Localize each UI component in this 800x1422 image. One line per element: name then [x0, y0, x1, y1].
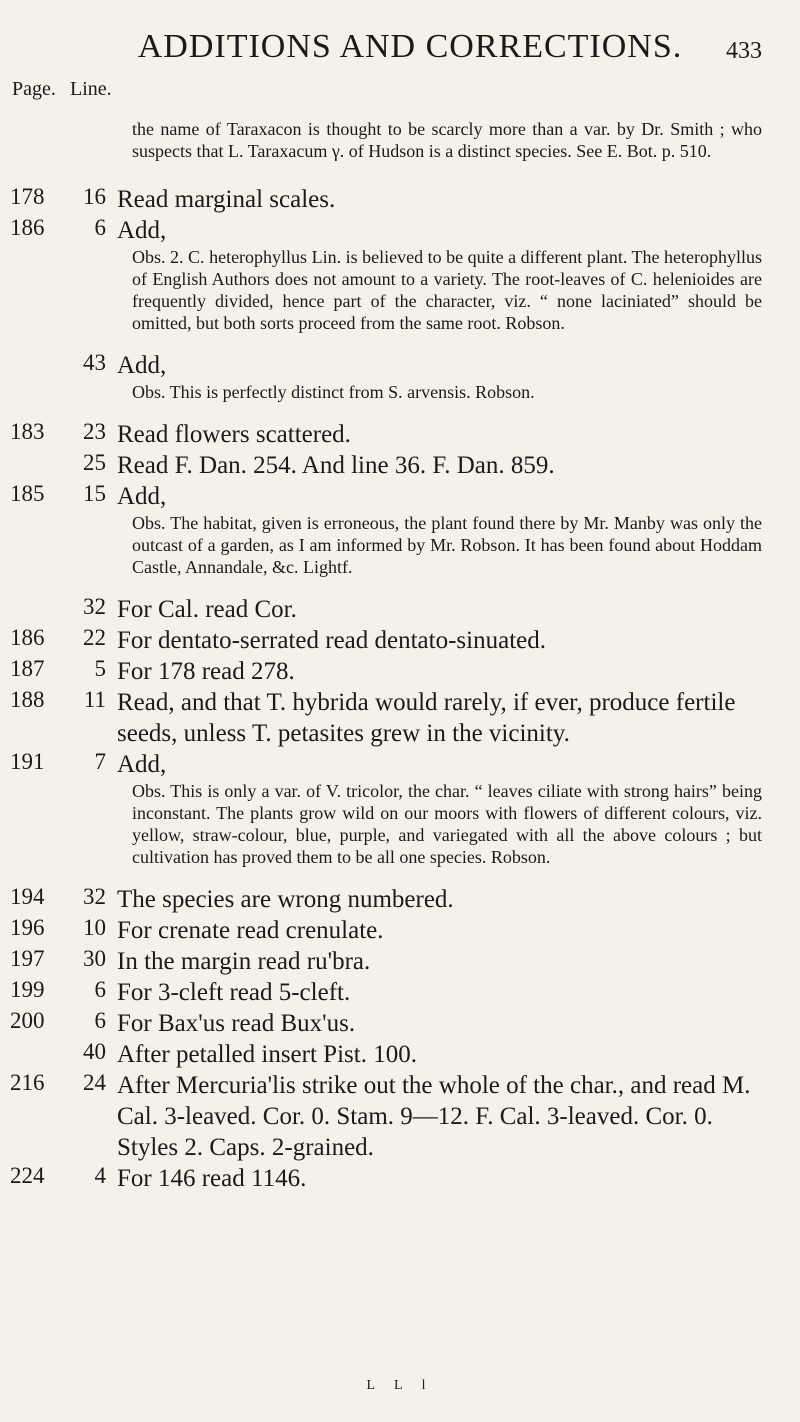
correction-entry	[0, 184, 800, 215]
correction-text: For 178 read 278.	[117, 658, 295, 685]
page-title: ADDITIONS AND CORRECTIONS.	[137, 28, 683, 65]
correction-entry	[0, 350, 800, 381]
observation-note	[0, 381, 800, 403]
correction-text: For 3-cleft read 5-cleft.	[117, 979, 351, 1006]
correction-text: Add,	[117, 217, 167, 244]
page-ref: 188	[10, 687, 45, 712]
line-ref: 6	[94, 1008, 106, 1033]
page-number: 433	[726, 38, 762, 64]
correction-entry	[0, 915, 800, 946]
line-ref: 32	[83, 884, 106, 909]
page-ref: 197	[10, 946, 45, 971]
corrections-list	[0, 118, 800, 1194]
note-text: Obs. 2. C. heterophyllus Lin. is believed to be quite a different plant. The heterophyllus of English Authors does not amount to a variety. The root-leaves of C. helenioides are frequently divided, hence part of the character, viz. “ none laciniated” should be omitted, but both sorts proceed from the same root. Robson.	[132, 247, 762, 333]
line-ref: 15	[83, 481, 106, 506]
correction-text: For crenate read crenulate.	[117, 917, 384, 944]
line-ref: 4	[94, 1163, 106, 1188]
page-ref: 200	[10, 1008, 45, 1033]
observation-note	[0, 512, 800, 578]
correction-entry	[0, 625, 800, 656]
page-ref: 186	[10, 215, 45, 240]
line-ref: 16	[83, 184, 106, 209]
correction-entry	[0, 687, 800, 749]
correction-text: For dentato-serrated read dentato-sinuated.	[117, 627, 546, 654]
line-ref: 11	[83, 687, 106, 712]
column-header-page: Page.	[12, 78, 56, 100]
line-ref: 10	[83, 915, 106, 940]
page-ref: 196	[10, 915, 45, 940]
line-ref: 6	[94, 977, 106, 1002]
page-ref: 224	[10, 1163, 45, 1188]
line-ref: 25	[83, 450, 106, 475]
page-ref: 186	[10, 625, 45, 650]
correction-text: The species are wrong numbered.	[117, 886, 454, 913]
page-ref: 199	[10, 977, 45, 1002]
line-ref: 23	[83, 419, 106, 444]
correction-entry	[0, 450, 800, 481]
signature-mark: L L l	[366, 1378, 434, 1393]
line-ref: 7	[94, 749, 106, 774]
correction-text: After Mercuria'lis strike out the whole of the char., and read M. Cal. 3-leaved. Cor. 0. Stam. 9—12. F. Cal. 3-leaved. Cor. 0. Styles 2. Caps. 2-grained.	[117, 1072, 751, 1161]
correction-text: For 146 read 1146.	[117, 1165, 307, 1192]
correction-text: Add,	[117, 483, 167, 510]
page-header	[0, 28, 800, 66]
line-ref: 32	[83, 594, 106, 619]
line-ref: 5	[94, 656, 106, 681]
correction-text: Read flowers scattered.	[117, 421, 351, 448]
note-text: the name of Taraxacon is thought to be scarcly more than a var. by Dr. Smith ; who suspects that L. Taraxacum γ. of Hudson is a distinct species. See E. Bot. p. 510.	[132, 119, 762, 161]
correction-text: For Bax'us read Bux'us.	[117, 1010, 356, 1037]
page-ref: 185	[10, 481, 45, 506]
correction-entry	[0, 946, 800, 977]
correction-text: Add,	[117, 352, 167, 379]
correction-entry	[0, 419, 800, 450]
correction-entry	[0, 977, 800, 1008]
correction-entry	[0, 1039, 800, 1070]
note-text: Obs. The habitat, given is erroneous, the plant found there by Mr. Manby was only the outcast of a garden, as I am informed by Mr. Robson. It has been found about Hoddam Castle, Annandale, &c. Lightf.	[132, 513, 762, 577]
page-ref: 178	[10, 184, 45, 209]
column-header-line: Line.	[70, 78, 112, 100]
correction-entry	[0, 749, 800, 780]
correction-entry	[0, 481, 800, 512]
correction-entry	[0, 594, 800, 625]
correction-text: Read, and that T. hybrida would rarely, if ever, produce fertile seeds, unless T. petasites grew in the vicinity.	[117, 689, 736, 747]
page-ref: 191	[10, 749, 45, 774]
line-ref: 43	[83, 350, 106, 375]
correction-entry	[0, 1163, 800, 1194]
line-ref: 30	[83, 946, 106, 971]
line-ref: 40	[83, 1039, 106, 1064]
note-text: Obs. This is only a var. of V. tricolor, the char. “ leaves ciliate with strong hairs” being inconstant. The plants grow wild on our moors with flowers of different colours, viz. yellow, straw-colour, blue, purple, and variegated with all the above colours ; but cultivation has proved them to be all one species. Robson.	[132, 781, 762, 867]
correction-entry	[0, 1070, 800, 1163]
correction-text: Add,	[117, 751, 167, 778]
observation-note	[0, 118, 800, 162]
correction-entry	[0, 215, 800, 246]
page-ref: 187	[10, 656, 45, 681]
page-ref: 183	[10, 419, 45, 444]
note-text: Obs. This is perfectly distinct from S. arvensis. Robson.	[132, 382, 535, 402]
page-ref: 216	[10, 1070, 45, 1095]
correction-text: Read F. Dan. 254. And line 36. F. Dan. 859.	[117, 452, 555, 479]
observation-note	[0, 246, 800, 334]
correction-text: After petalled insert Pist. 100.	[117, 1041, 417, 1068]
page-ref: 194	[10, 884, 45, 909]
line-ref: 22	[83, 625, 106, 650]
correction-entry	[0, 1008, 800, 1039]
line-ref: 24	[83, 1070, 106, 1095]
correction-text: In the margin read ru'bra.	[117, 948, 371, 975]
observation-note	[0, 780, 800, 868]
correction-text: Read marginal scales.	[117, 186, 336, 213]
correction-text: For Cal. read Cor.	[117, 596, 297, 623]
line-ref: 6	[94, 215, 106, 240]
correction-entry	[0, 884, 800, 915]
correction-entry	[0, 656, 800, 687]
